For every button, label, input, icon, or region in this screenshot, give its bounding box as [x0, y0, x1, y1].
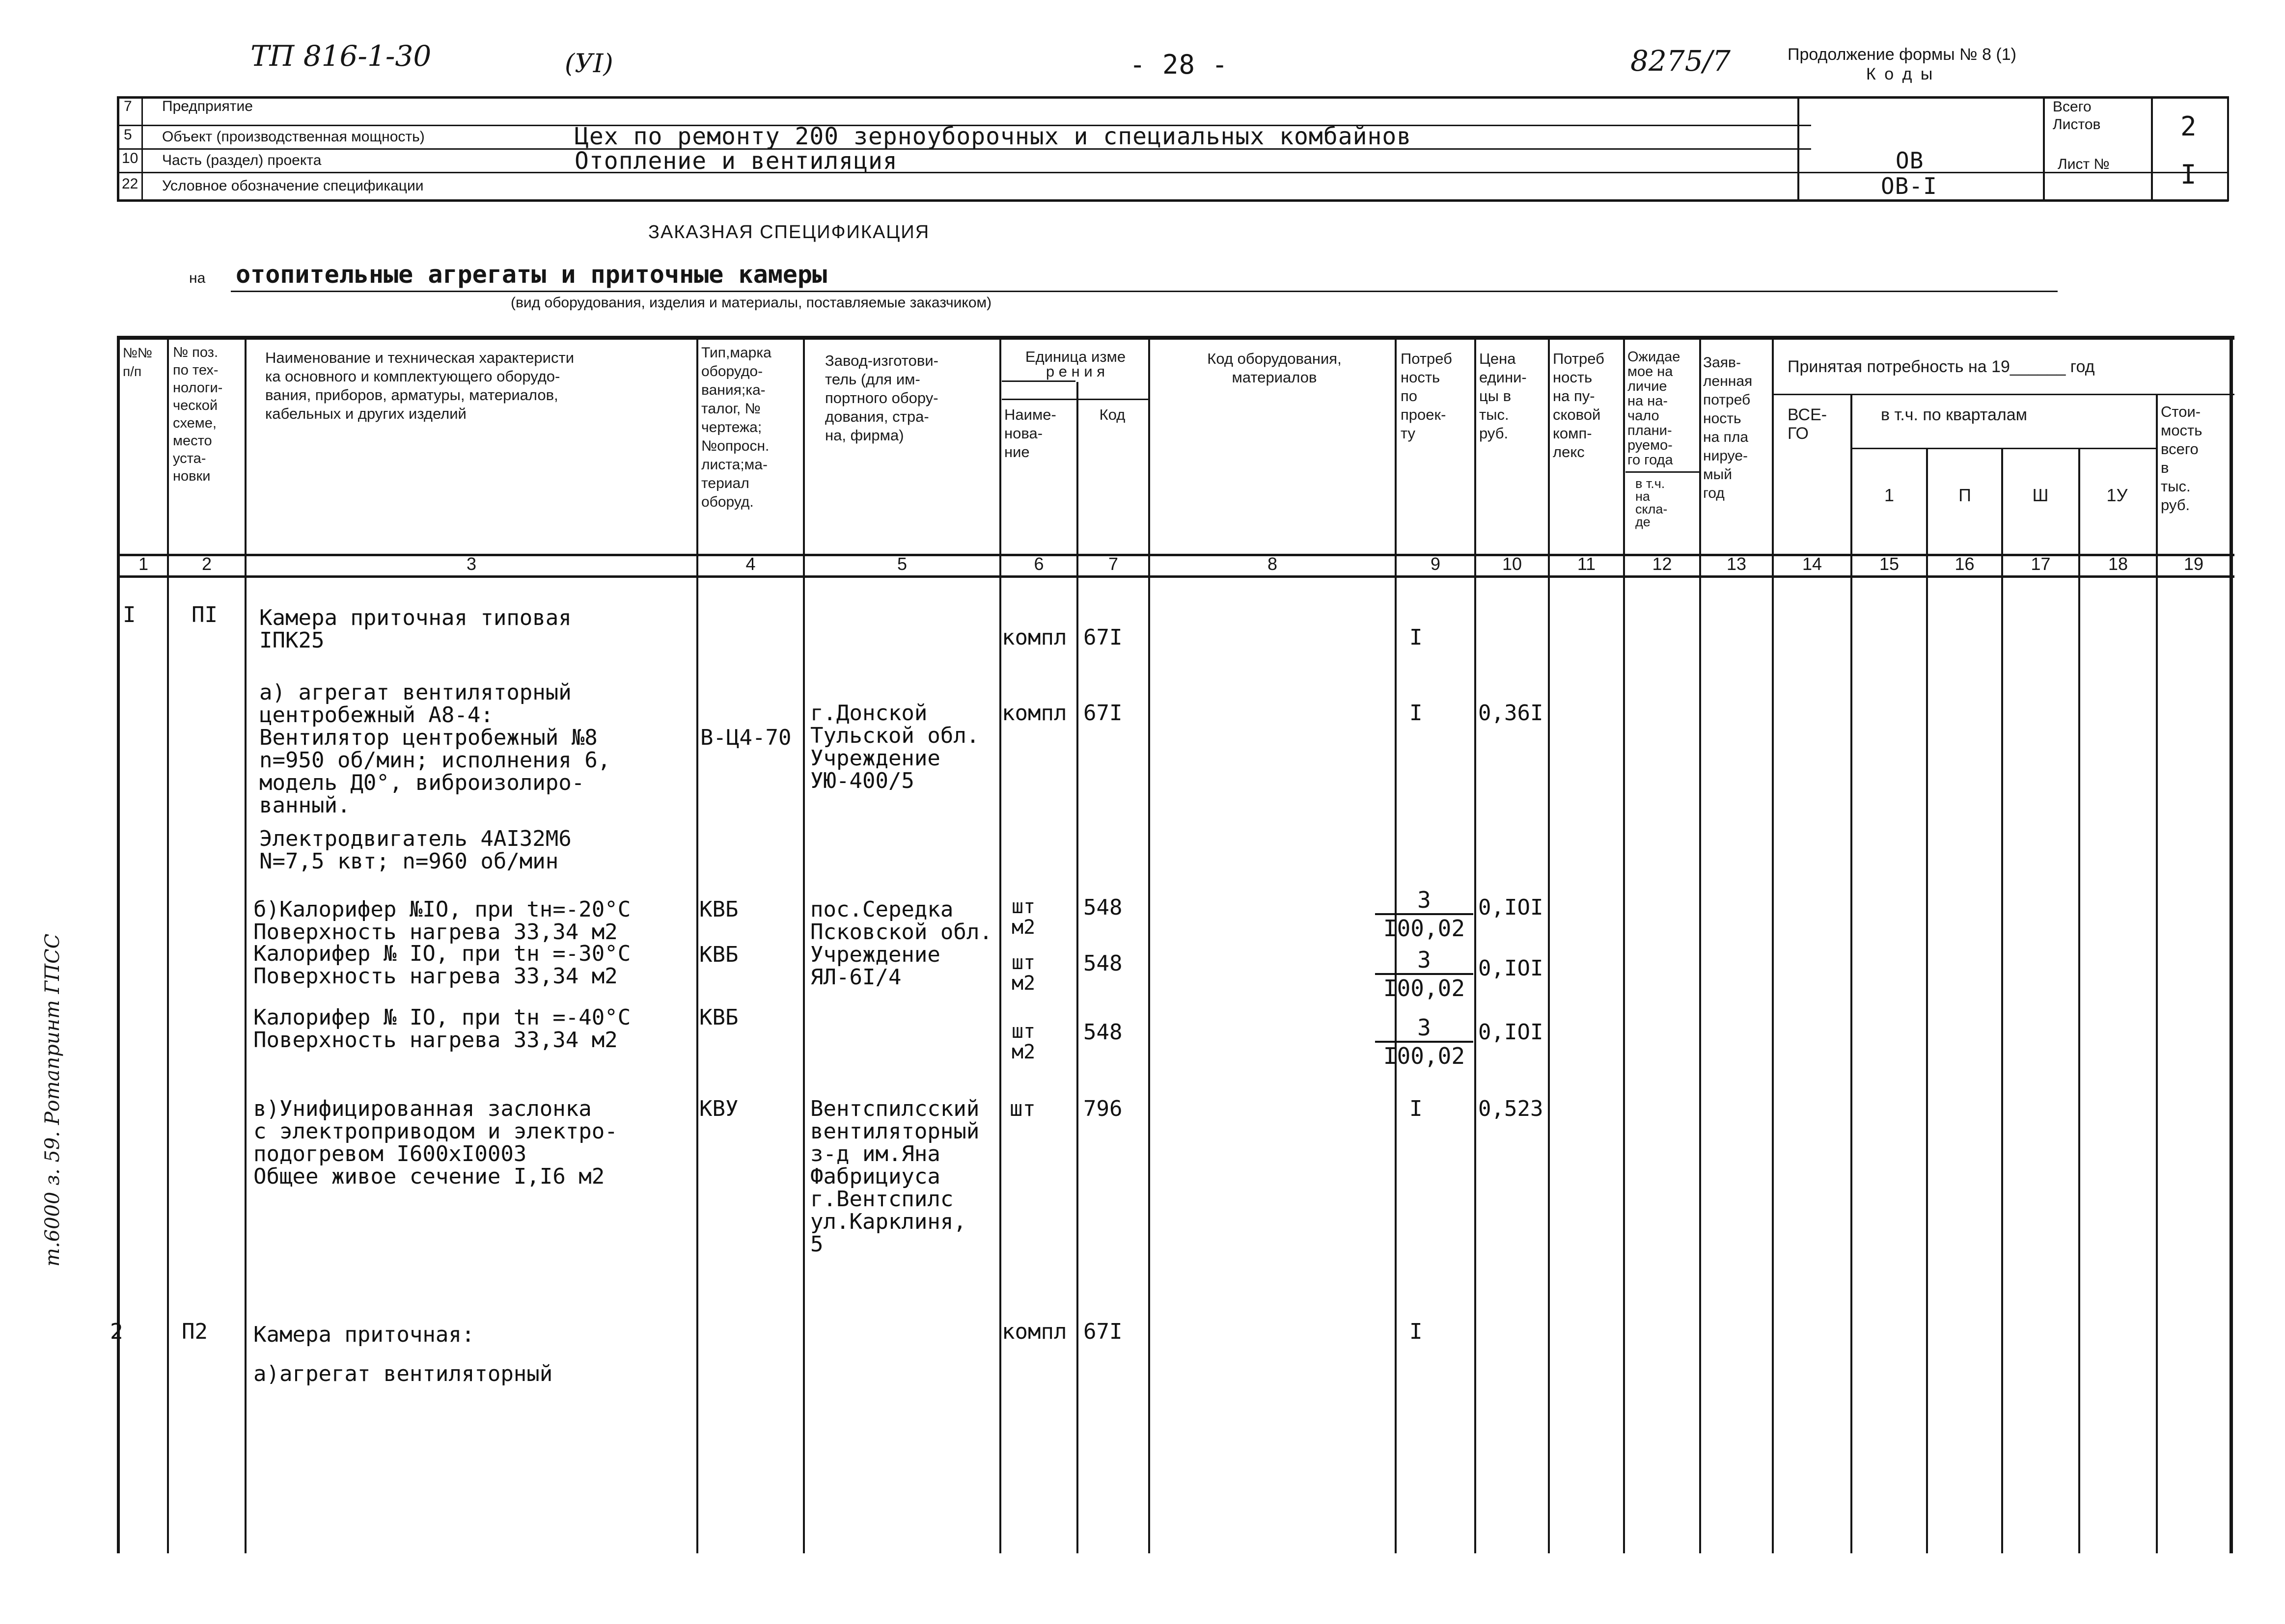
table-row-unit-code: 548 — [1083, 1020, 1123, 1045]
col-number: 2 — [201, 554, 212, 574]
col-number: 18 — [2108, 554, 2128, 574]
table-row-unit: компл — [1002, 625, 1067, 650]
table-row-unit: шт м2 — [1012, 1020, 1036, 1063]
total-sheets-label: Всего Листов — [2053, 99, 2101, 133]
row-num-10: 10 — [122, 150, 138, 166]
col-number: 10 — [1502, 554, 1522, 574]
table-row-manufacturer: пос.Середка Псковской обл. Учреждение ЯЛ-6I/4 — [810, 897, 992, 990]
table-row-manufacturer: Вентспилсский вентиляторный з-д им.Яна Фабрициуса г.Вентспилс ул.Карклиня, 5 — [810, 1096, 980, 1257]
table-row-manufacturer: г.Донской Тульской обл. Учреждение УЮ-400/5 — [810, 701, 980, 793]
inventory-number: 8275/7 — [1630, 44, 1731, 78]
table-row-num: 2 — [110, 1319, 123, 1344]
label-enterprise: Предприятие — [162, 98, 253, 114]
table-row-quantity-fraction: $\frac{3}{I00,02}$ — [1375, 887, 1473, 942]
row-num-7: 7 — [124, 98, 132, 114]
table-row-unit: шт м2 — [1012, 895, 1036, 939]
table-row-unit: шт м2 — [1012, 951, 1036, 995]
table-row-quantity: I — [1409, 625, 1423, 650]
col-header-q2: П — [1958, 485, 1971, 505]
table-row-name: а)агрегат вентиляторный — [253, 1361, 553, 1386]
table-row-unit: компл — [1002, 701, 1067, 726]
col-header-accepted-need: Принятая потребность на 19______ год — [1788, 357, 2095, 376]
album-number: (УI) — [565, 49, 613, 79]
spec-subject: отопительные агрегаты и приточные камеры — [236, 260, 827, 289]
table-row-price: 0,IOI — [1478, 1020, 1543, 1045]
col-header-quarters: в т.ч. по кварталам — [1881, 406, 2027, 424]
col-number: 17 — [2031, 554, 2051, 574]
table-row-motor: Электродвигатель 4АI32М6 N=7,5 квт; n=960 об/мин — [259, 826, 572, 874]
col-number: 12 — [1652, 554, 1672, 574]
table-row-quantity-fraction: $\frac{3}{I00,02}$ — [1375, 1014, 1473, 1069]
table-row-name: в)Унифицированная заслонка с электроприводом и электро- подогревом I600xI000З Общее живое сечение I,I6 м2 — [253, 1096, 618, 1189]
spec-heading: ЗАКАЗНАЯ СПЕЦИФИКАЦИЯ — [648, 222, 930, 243]
table-row-num: I — [123, 602, 136, 627]
table-row-quantity-fraction: $\frac{3}{I00,02}$ — [1375, 947, 1473, 1001]
table-row-unit-code: 796 — [1083, 1096, 1123, 1121]
col-header-name: Наименование и техническая характеристи ка основного и комплектующего оборудо- вания, приборов, арматуры, материалов, кабельных и других изделий — [265, 349, 575, 422]
label-spec-designation: Условное обозначение спецификации — [162, 178, 424, 194]
col-header-q1: 1 — [1884, 485, 1895, 505]
table-row-type: КВБ — [699, 1005, 739, 1030]
project-part-code: ОВ — [1896, 147, 1924, 174]
table-row-price: 0,523 — [1478, 1096, 1543, 1121]
spec-subject-hint: (вид оборудования, изделия и материалы, поставляемые заказчиком) — [511, 295, 992, 311]
table-row-unit-code: 67I — [1083, 701, 1123, 726]
col-header-in-stock: в т.ч. на скла- де — [1635, 476, 1668, 529]
table-row-name: Калорифер № IO, при tн =-40°С Поверхность нагрева 33,34 м2 — [253, 1005, 631, 1053]
col-number: 1 — [138, 554, 149, 574]
col-number: 11 — [1577, 554, 1596, 574]
col-number: 9 — [1430, 554, 1441, 574]
table-row-name: Камера приточная типовая IПК25 — [259, 605, 572, 653]
table-row-unit: шт — [1010, 1096, 1036, 1121]
row-num-22: 22 — [122, 176, 138, 192]
table-row-price: 0,IOI — [1478, 895, 1543, 920]
table-row-name: б)Калорифер №IO, при tн=-20°С Поверхность нагрева 33,34 м2 — [253, 897, 631, 945]
col-number: 4 — [745, 554, 756, 574]
col-number: 19 — [2183, 554, 2204, 574]
spec-on-label: на — [189, 270, 206, 286]
col-header-unit-group: Единица изме р е н и я — [1025, 348, 1126, 380]
table-row-type: КВБ — [699, 897, 739, 922]
table-row-name: Камера приточная: — [253, 1322, 475, 1347]
col-header-type: Тип,марка оборудо- вания;ка- талог, № чертежа; №опросн. листа;ма- териал оборуд. — [701, 345, 771, 510]
col-number: 15 — [1879, 554, 1900, 574]
table-row-position: П2 — [182, 1319, 208, 1344]
table-row-quantity: I — [1409, 701, 1423, 726]
total-sheets-value: 2 — [2180, 111, 2197, 142]
col-number: 16 — [1955, 554, 1975, 574]
label-project-part: Часть (раздел) проекта — [162, 152, 322, 168]
col-header-expected: Ожидае мое на личие на на- чало плани- руемо- го года — [1627, 349, 1680, 468]
col-header-cost: Стои- мость всего в тыс. руб. — [2161, 403, 2202, 514]
spec-code: ОВ-I — [1881, 173, 1937, 199]
table-row-type: КВУ — [699, 1096, 739, 1121]
col-header-project-need: Потреб ность по проек- ту — [1401, 350, 1452, 442]
row-num-5: 5 — [124, 127, 132, 143]
table-row-unit: компл — [1002, 1319, 1067, 1344]
table-row-unit-code: 548 — [1083, 951, 1123, 976]
col-header-equipment-code: Код оборудования, материалов — [1207, 350, 1342, 386]
sheet-number-value: I — [2180, 159, 2197, 190]
col-number: 13 — [1726, 554, 1747, 574]
table-row-unit-code: 67I — [1083, 1319, 1123, 1344]
col-header-q3: Ш — [2032, 485, 2049, 505]
codes-label: К о д ы — [1866, 65, 1935, 83]
table-row-price: 0,IOI — [1478, 956, 1543, 981]
col-header-unit-price: Цена едини- цы в тыс. руб. — [1479, 350, 1527, 442]
col-number: 5 — [897, 554, 908, 574]
project-part-value: Отопление и вентиляция — [575, 147, 898, 175]
col-header-total: ВСЕ- ГО — [1788, 406, 1827, 443]
page-number: - 28 - — [1129, 49, 1229, 80]
col-header-unit-code: Код — [1099, 406, 1126, 423]
table-row-position: ПI — [192, 602, 218, 627]
table-row-name: а) агрегат вентиляторный центробежный А8-4: Вентилятор центробежный №8 n=950 об/мин; исполнения 6, модель Д0°, виброизолиро- ванный. — [259, 680, 611, 818]
form-continuation: Продолжение формы № 8 (1) — [1788, 45, 2017, 64]
col-header-unit-name: Наиме- нова- ние — [1004, 406, 1056, 460]
table-row-name: Калорифер № IO, при tн =-30°С Поверхность нагрева 33,34 м2 — [253, 941, 631, 989]
label-object: Объект (производственная мощность) — [162, 129, 425, 145]
col-number: 7 — [1108, 554, 1119, 574]
sheet-number-label: Лист № — [2058, 156, 2110, 172]
table-row-quantity: I — [1409, 1096, 1423, 1121]
col-header-position: № поз. по тех- нологи- ческой схеме, место уста- новки — [173, 345, 223, 484]
table-row-price: 0,36I — [1478, 701, 1543, 726]
col-header-startup-need: Потреб ность на пу- сковой комп- лекс — [1553, 350, 1604, 460]
table-row-type: КВБ — [699, 942, 739, 967]
col-number: 3 — [466, 554, 477, 574]
table-row-type: В-Ц4-70 — [700, 725, 792, 750]
printer-side-note: т.6000 з. 59. Ротапринт ГПСС — [41, 933, 64, 1267]
project-code: ТП 816-1-30 — [250, 39, 432, 73]
col-header-declared-need: Заяв- ленная потреб ность на пла нируе- мый год — [1703, 354, 1753, 501]
table-row-unit-code: 548 — [1083, 895, 1123, 920]
col-header-num: №№ п/п — [123, 345, 153, 379]
table-row-unit-code: 67I — [1083, 625, 1123, 650]
table-row-quantity: I — [1409, 1319, 1423, 1344]
col-number: 14 — [1802, 554, 1822, 574]
col-header-q4: 1У — [2106, 485, 2128, 505]
col-number: 8 — [1267, 554, 1278, 574]
col-header-manufacturer: Завод-изготови- тель (для им- портного обору- дования, стра- на, фирма) — [825, 352, 938, 444]
object-value: Цех по ремонту 200 зерноуборочных и специальных комбайнов — [575, 123, 1412, 150]
col-number: 6 — [1034, 554, 1044, 574]
